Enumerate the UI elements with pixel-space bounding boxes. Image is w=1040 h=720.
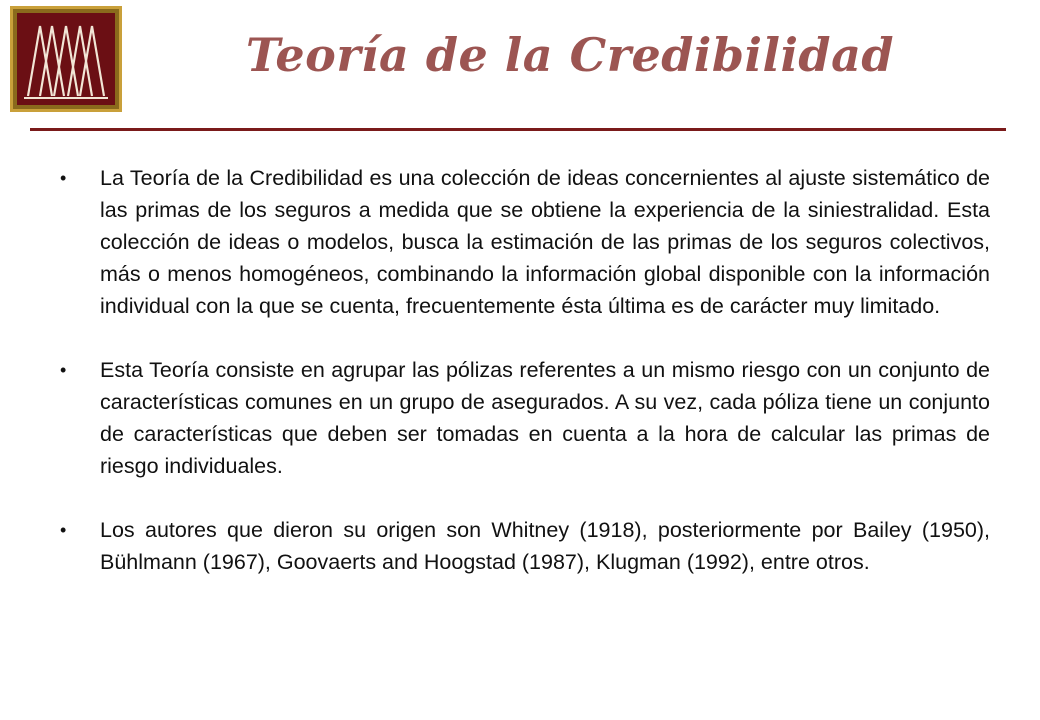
title-divider [30, 128, 1006, 131]
page-title: Teoría de la Credibilidad [245, 28, 895, 82]
institution-logo-icon [10, 6, 122, 112]
bullet-item [58, 354, 990, 482]
bullet-marker: • [60, 520, 67, 540]
bullet-marker: • [60, 360, 67, 380]
bullet-marker: • [60, 168, 67, 188]
bullet-text: La Teoría de la Credibilidad es una colección de ideas concernientes al ajuste sistemático de las primas de los seguros a medida que se obtiene la experiencia de la siniestralidad. Esta colección de ideas o modelos, busca la estimación de las primas de los seguros colectivos, más o menos homogéneos, combinando la información global disponible con la información individual con la que se cuenta, frecuentemente ésta última es de carácter muy limitado. [100, 166, 990, 318]
bullet-item [58, 162, 990, 322]
bullet-item [58, 514, 990, 578]
bullet-text: Los autores que dieron su origen son Whitney (1918), posteriormente por Bailey (1950), Bühlmann (1967), Goovaerts and Hoogstad (1987), Klugman (1992), entre otros. [100, 518, 990, 574]
bullet-text: Esta Teoría consiste en agrupar las pólizas referentes a un mismo riesgo con un conjunto de características comunes en un grupo de asegurados. A su vez, cada póliza tiene un conjunto de características que deben ser tomadas en cuenta a la hora de calcular las primas de riesgo individuales. [100, 358, 990, 478]
bullet-list [58, 162, 990, 610]
